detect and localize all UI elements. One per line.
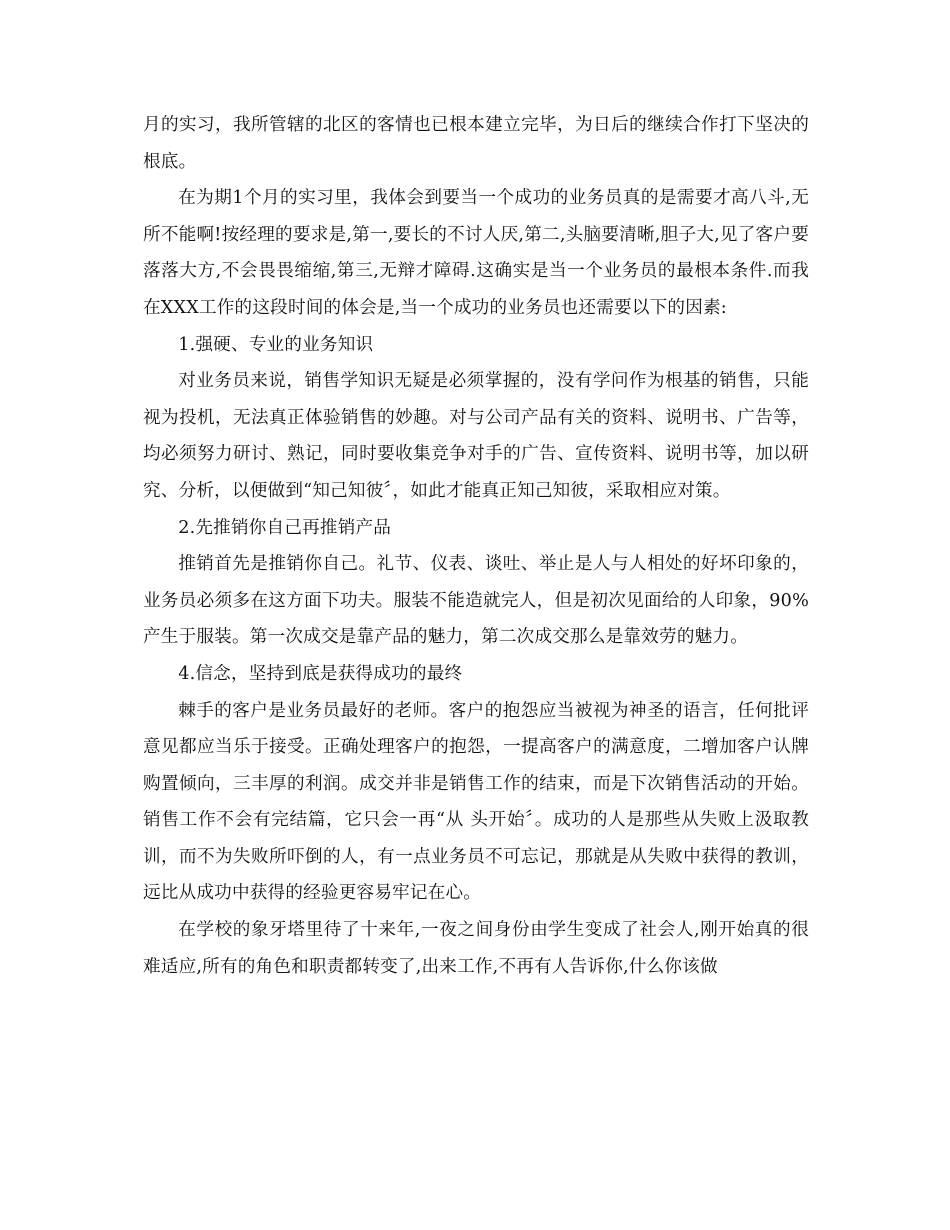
paragraph-school-transition: 在学校的象牙塔里待了十来年,一夜之间身份由学生变成了社会人,刚开始真的很难适应,所有的角色和职责都转变了,出来工作,不再有人告诉你,什么你该做 xyxy=(143,920,809,977)
paragraph-internship-reflection: 在为期1个月的实习里，我体会到要当一个成功的业务员真的是需要才高八斗,无所不能啊!按经理的要求是,第一,要长的不讨人厌,第二,头脑要清晰,胆子大,见了客户要落落大方,不会畏畏缩缩,第三,无辩才障碍.这确实是当一个业务员的最根本条件.而我在XXX工作的这段时间的体会是,当一个成功的业务员也还需要以下的因素: xyxy=(143,188,809,318)
paragraph-point-2: 推销首先是推销你自己。礼节、仪表、谈吐、举止是人与人相处的好坏印象的，业务员必须多在这方面下功夫。服装不能造就完人，但是初次见面给的人印象，90%产生于服装。第一次成交是靠产品的魅力，第二次成交那么是靠效劳的魅力。 xyxy=(143,554,809,648)
heading-point-2: 2.先推销你自己再推销产品 xyxy=(178,517,392,538)
document-body xyxy=(143,107,809,985)
paragraph-point-4: 棘手的客户是业务员最好的老师。客户的抱怨应当被视为神圣的语言，任何批评意见都应当乐于接受。正确处理客户的抱怨，一提高客户的满意度，二增加客户认牌购置倾向，三丰厚的利润。成交并非是销售工作的结束，而是下次销售活动的开始。销售工作不会有完结篇，它只会一再“从 头开始〞。成功的人是那些从失败上汲取教训，而不为失败所吓倒的人，有一点业务员不可忘记，那就是从失败中获得的教训，远比从成功中获得的经验更容易牢记在心。 xyxy=(143,700,809,904)
paragraph-point-1: 对业务员来说，销售学知识无疑是必须掌握的，没有学问作为根基的销售，只能视为投机，无法真正体验销售的妙趣。对与公司产品有关的资料、说明书、广告等，均必须努力研讨、熟记，同时要收集竞争对手的广告、宣传资料、说明书等，加以研究、分析，以便做到“知己知彼〞，如此才能真正知己知彼，采取相应对策。 xyxy=(143,371,809,501)
heading-point-4: 4.信念，坚持到底是获得成功的最终 xyxy=(178,663,463,684)
paragraph-continuation: 月的实习，我所管辖的北区的客情也已根本建立完毕，为日后的继续合作打下坚决的根底。 xyxy=(143,115,809,172)
heading-point-1: 1.强硬、专业的业务知识 xyxy=(178,334,374,355)
